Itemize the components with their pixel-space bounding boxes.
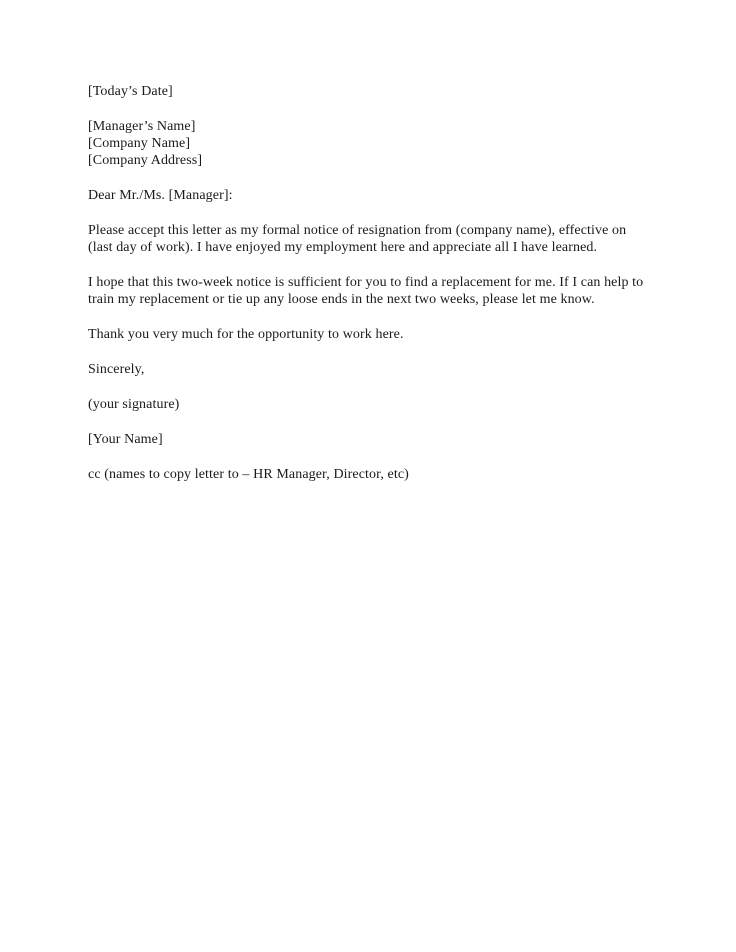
- cc-block: [88, 466, 676, 483]
- signature-block: [88, 396, 676, 413]
- body-paragraph-2: [88, 274, 676, 308]
- recipient-block: [88, 118, 676, 169]
- cc-line: cc (names to copy letter to – HR Manager, Director, etc): [88, 467, 409, 482]
- salutation-line: Dear Mr./Ms. [Manager]:: [88, 188, 233, 203]
- date-block: [88, 83, 676, 100]
- signature-placeholder: (your signature): [88, 397, 180, 412]
- date-line: [Today’s Date]: [88, 84, 173, 99]
- paragraph-line: (last day of work). I have enjoyed my employment here and appreciate all I have learned.: [88, 240, 598, 255]
- closing-block: [88, 361, 676, 378]
- name-placeholder: [Your Name]: [88, 432, 163, 447]
- salutation-block: [88, 187, 676, 204]
- paragraph-line: Thank you very much for the opportunity to work here.: [88, 327, 404, 342]
- recipient-manager-name: [Manager’s Name]: [88, 119, 196, 134]
- body-paragraph-1: [88, 222, 676, 256]
- closing-line: Sincerely,: [88, 362, 145, 377]
- paragraph-line: train my replacement or tie up any loose ends in the next two weeks, please let me know.: [88, 292, 595, 307]
- paragraph-line: I hope that this two-week notice is sufficient for you to find a replacement for me. If I can help to: [88, 275, 644, 290]
- recipient-company-name: [Company Name]: [88, 136, 191, 151]
- paragraph-line: Please accept this letter as my formal notice of resignation from (company name), effective on: [88, 223, 627, 238]
- name-block: [88, 431, 676, 448]
- body-paragraph-3: [88, 326, 676, 343]
- recipient-company-address: [Company Address]: [88, 153, 203, 168]
